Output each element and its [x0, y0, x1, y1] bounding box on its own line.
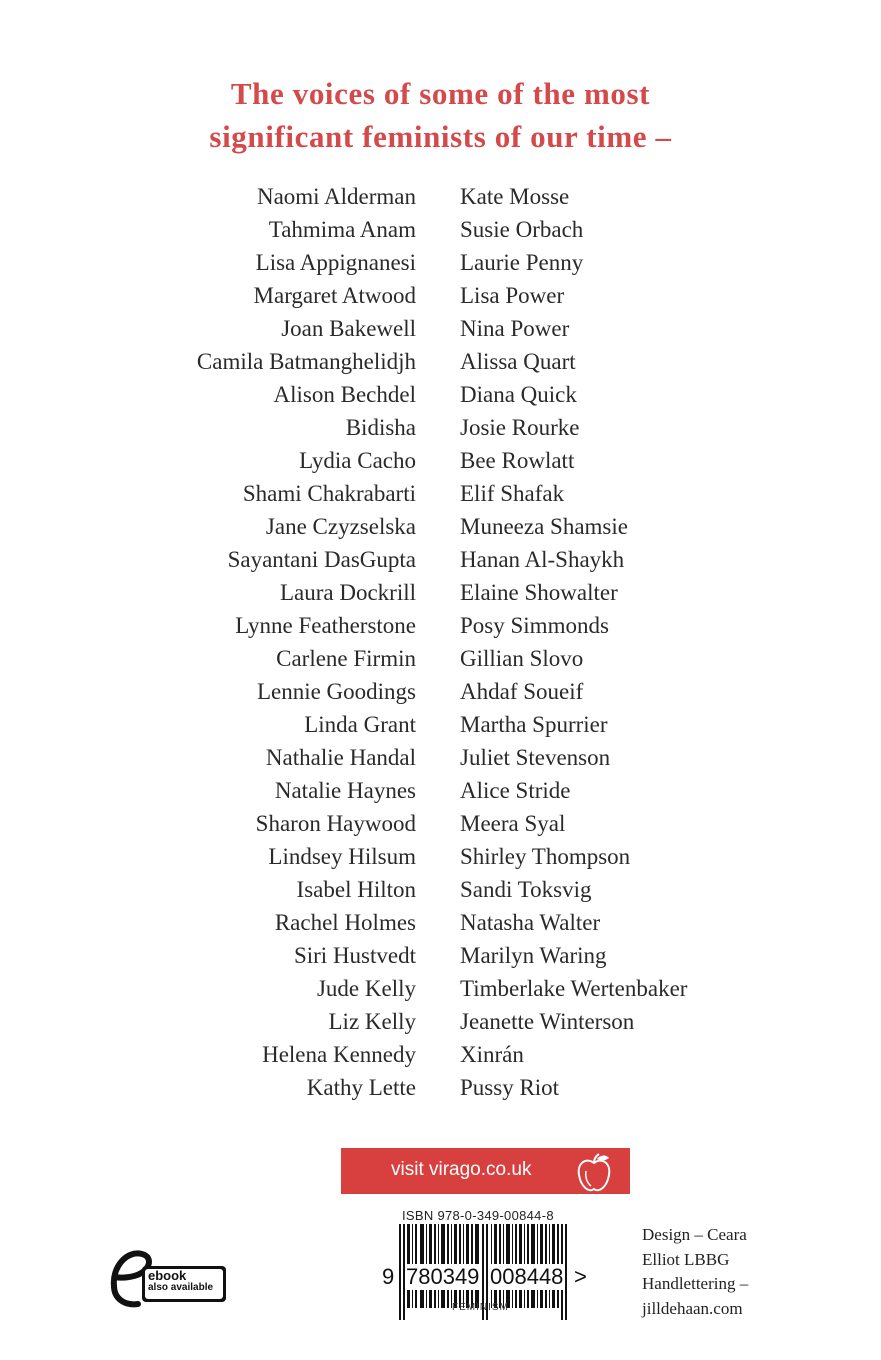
contributor-name: Lisa Power — [460, 283, 565, 308]
credit-line: Design – Ceara — [642, 1225, 747, 1244]
contributor-name: Pussy Riot — [460, 1075, 560, 1100]
contributor-name: Alissa Quart — [460, 349, 576, 374]
barcode-lead-digit: 9 — [382, 1264, 395, 1289]
contributor-name: Shami Chakrabarti — [242, 481, 416, 506]
contributor-name: Alison Bechdel — [273, 382, 416, 407]
barcode-digits-group-2: 008448 — [490, 1264, 564, 1289]
book-category: FEMINISM — [452, 1302, 509, 1313]
contributor-name: Liz Kelly — [328, 1009, 416, 1034]
contributor-name: Lisa Appignanesi — [255, 250, 416, 275]
contributor-name: Sayantani DasGupta — [227, 547, 416, 572]
contributor-name: Kate Mosse — [460, 184, 570, 209]
contributor-name: Elif Shafak — [460, 481, 565, 506]
credit-line: Elliot LBBG — [642, 1249, 730, 1269]
contributor-name: Posy Simmonds — [460, 613, 609, 638]
contributor-name: Elaine Showalter — [460, 580, 618, 605]
contributor-name: Meera Syal — [460, 811, 566, 836]
contributor-name: Jane Czyzselska — [265, 514, 416, 539]
contributor-name: Carlene Firmin — [276, 646, 416, 671]
contributor-name: Nathalie Handal — [265, 745, 416, 770]
contributor-name: Lennie Goodings — [256, 679, 416, 704]
contributor-name: Nina Power — [460, 316, 570, 341]
contributor-name: Alice Stride — [460, 778, 571, 803]
contributor-name: Ahdaf Soueif — [460, 679, 584, 704]
contributor-name: Linda Grant — [304, 712, 416, 737]
contributor-name: Natasha Walter — [460, 910, 601, 935]
virago-link-label[interactable]: visit virago.co.uk — [391, 1159, 532, 1180]
contributor-name: Shirley Thompson — [460, 844, 631, 869]
ebook-label: ebook — [148, 1268, 187, 1283]
contributor-name: Bee Rowlatt — [460, 448, 575, 473]
headline-line-1: The voices of some of the most — [230, 76, 651, 111]
contributor-name: Jude Kelly — [316, 976, 416, 1001]
contributor-name: Timberlake Wertenbaker — [460, 976, 688, 1001]
contributor-name: Isabel Hilton — [296, 877, 416, 902]
contributor-name: Josie Rourke — [460, 415, 580, 440]
contributor-name: Diana Quick — [460, 382, 577, 407]
contributor-name: Margaret Atwood — [253, 283, 416, 308]
contributor-name: Helena Kennedy — [262, 1042, 416, 1067]
contributor-name: Siri Hustvedt — [293, 943, 416, 968]
apple-icon — [574, 1151, 614, 1195]
contributor-name: Naomi Alderman — [256, 184, 416, 209]
contributor-name: Juliet Stevenson — [460, 745, 611, 770]
contributor-name: Susie Orbach — [460, 217, 584, 242]
design-credits — [642, 1223, 748, 1321]
isbn-number: ISBN 978-0-349-00844-8 — [402, 1208, 554, 1223]
contributor-name: Bidisha — [345, 415, 416, 440]
headline — [0, 72, 881, 158]
ebook-badge-text — [148, 1270, 213, 1294]
contributor-name: Sharon Haywood — [255, 811, 416, 836]
contributor-name: Camila Batmanghelidjh — [196, 349, 416, 374]
contributor-name: Laurie Penny — [460, 250, 584, 275]
contributor-name: Tahmima Anam — [268, 217, 416, 242]
barcode-end-mark: > — [574, 1264, 587, 1289]
contributor-name: Sandi Toksvig — [460, 877, 592, 902]
contributor-name: Lydia Cacho — [299, 448, 416, 473]
contributor-name: Kathy Lette — [306, 1075, 416, 1100]
ebook-sub-label: also available — [148, 1282, 214, 1293]
contributor-name: Xinrán — [460, 1042, 524, 1067]
contributors-right-column — [460, 180, 687, 1104]
contributor-name: Jeanette Winterson — [460, 1009, 635, 1034]
credit-line: Handlettering – — [642, 1274, 749, 1293]
contributor-name: Martha Spurrier — [460, 712, 608, 737]
contributor-name: Gillian Slovo — [460, 646, 584, 671]
contributor-name: Muneeza Shamsie — [460, 514, 628, 539]
contributor-name: Joan Bakewell — [281, 316, 416, 341]
contributor-name: Hanan Al-Shaykh — [460, 547, 625, 572]
contributor-name: Laura Dockrill — [279, 580, 416, 605]
contributor-name: Marilyn Waring — [460, 943, 607, 968]
contributor-name: Natalie Haynes — [274, 778, 416, 803]
contributor-name: Rachel Holmes — [274, 910, 416, 935]
credit-line: jilldehaan.com — [642, 1298, 743, 1318]
contributor-name: Lynne Featherstone — [235, 613, 416, 638]
headline-line-2: significant feminists of our time – — [209, 119, 672, 154]
barcode-digits-group-1: 780349 — [406, 1264, 480, 1289]
contributors-left-column — [197, 180, 416, 1104]
contributor-name: Lindsey Hilsum — [268, 844, 416, 869]
